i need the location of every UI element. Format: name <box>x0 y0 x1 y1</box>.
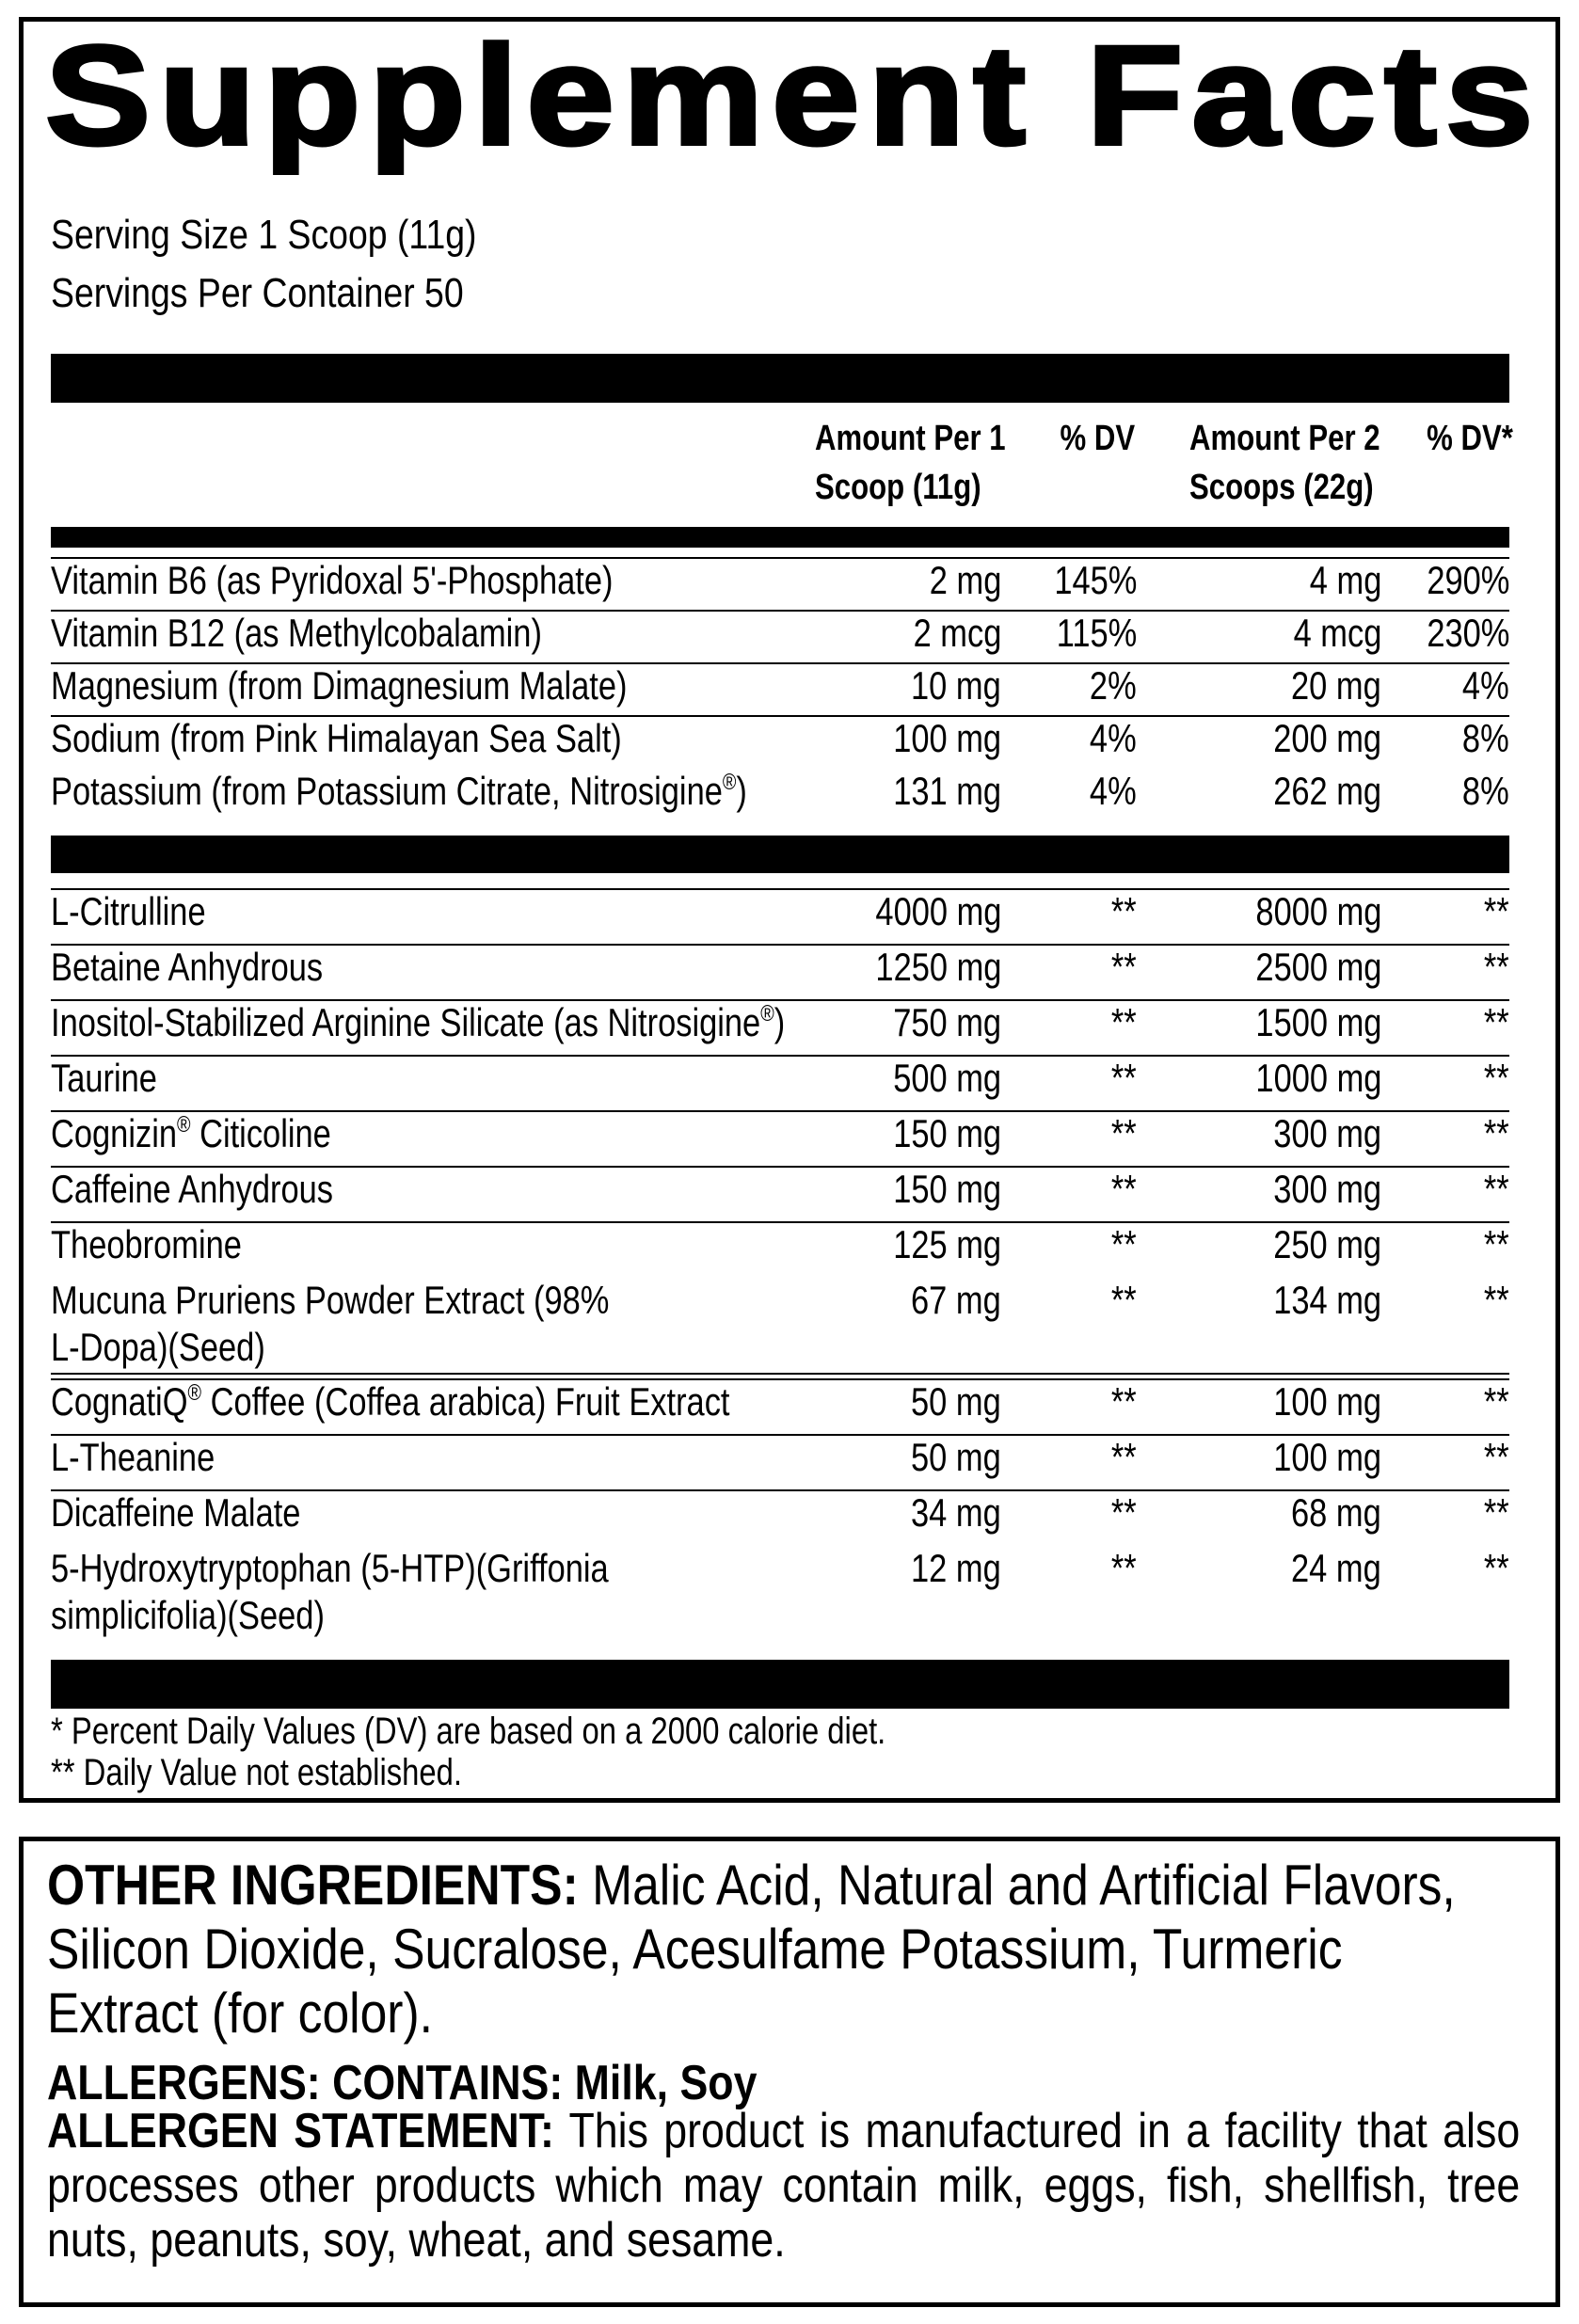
ingredient-name: Taurine <box>51 1056 157 1100</box>
nutrient-name <box>51 768 747 815</box>
nutrient-name: Vitamin B6 (as Pyridoxal 5'-Phosphate) <box>51 558 614 602</box>
amount-1-scoop: 131 mg <box>893 769 1001 813</box>
amount-1-scoop: 125 mg <box>893 1222 1001 1266</box>
name-text: Inositol-Stabilized Arginine Silicate (as Nitrosigine <box>51 1000 761 1044</box>
table-row <box>51 1545 1509 1641</box>
amount-2-scoops: 300 mg <box>1273 1167 1381 1211</box>
amount-2-scoops: 1500 mg <box>1254 1000 1381 1044</box>
ingredient-name: L-Theanine <box>51 1435 215 1479</box>
registered-mark: ® <box>722 770 737 795</box>
table-row <box>51 1489 1509 1535</box>
dv-1-scoop: ** <box>1111 889 1137 933</box>
amount-1-scoop: 50 mg <box>911 1379 1001 1424</box>
ingredient-name <box>51 1378 729 1425</box>
name-text-end: ) <box>774 1000 786 1044</box>
dv-1-scoop: 4% <box>1090 769 1137 813</box>
dv-1-scoop: ** <box>1111 1056 1137 1100</box>
amount-1-scoop: 150 mg <box>893 1167 1001 1211</box>
column-header-amount-2-line1: Amount Per 2 <box>1189 419 1380 458</box>
allergen-statement <box>47 2104 1520 2268</box>
allergen-statement-text: This product is manufactured in a facility that also processes other products which may contain milk, eggs, fish, shellfish, tree nuts, peanuts, soy, wheat, and sesame. <box>47 2104 1521 2268</box>
amount-2-scoops: 1000 mg <box>1254 1056 1381 1100</box>
table-row <box>51 662 1509 708</box>
amount-2-scoops: 68 mg <box>1291 1490 1381 1535</box>
amount-2-scoops: 300 mg <box>1273 1111 1381 1155</box>
dv-1-scoop: ** <box>1111 945 1137 989</box>
panel-title: Supplement Facts <box>45 16 1542 174</box>
dv-1-scoop: 115% <box>1056 611 1137 655</box>
table-row <box>51 944 1509 989</box>
ingredient-name: Caffeine Anhydrous <box>51 1167 333 1211</box>
ingredient-name: Mucuna Pruriens Powder Extract (98% L-Dopa)(Seed) <box>51 1278 610 1369</box>
name-text-end: Coffee (Coffea arabica) Fruit Extract <box>201 1379 730 1424</box>
ingredient-name: L-Citrulline <box>51 889 206 933</box>
dv-2-scoops: ** <box>1484 1056 1509 1100</box>
amount-2-scoops: 2500 mg <box>1254 945 1381 989</box>
footnote-dv: * Percent Daily Values (DV) are based on a 2000 calorie diet. <box>51 1711 886 1752</box>
table-row <box>51 1166 1509 1211</box>
dv-1-scoop: 4% <box>1090 716 1137 760</box>
column-header-amount-1-line1: Amount Per 1 <box>815 419 1006 458</box>
dv-2-scoops: ** <box>1484 1222 1509 1266</box>
name-text: Cognizin <box>51 1111 178 1155</box>
amount-1-scoop: 150 mg <box>893 1111 1001 1155</box>
name-text-end: ) <box>736 769 747 813</box>
dv-1-scoop: ** <box>1111 1222 1137 1266</box>
amount-1-scoop: 12 mg <box>911 1546 1001 1590</box>
table-row <box>51 610 1509 655</box>
column-header-dv-2: % DV* <box>1427 419 1513 458</box>
amount-2-scoops: 262 mg <box>1273 769 1381 813</box>
thick-divider-middle <box>51 836 1509 873</box>
ingredient-name <box>51 1110 331 1157</box>
column-header-dv-1: % DV <box>1060 419 1135 458</box>
name-text: CognatiQ <box>51 1379 188 1424</box>
nutrient-name: Magnesium (from Dimagnesium Malate) <box>51 663 628 708</box>
column-header-amount-1 <box>815 414 1006 512</box>
nutrient-name: Sodium (from Pink Himalayan Sea Salt) <box>51 716 622 760</box>
dv-1-scoop: ** <box>1111 1379 1137 1424</box>
serving-size: Serving Size 1 Scoop (11g) <box>51 212 477 258</box>
amount-1-scoop: 2 mcg <box>913 611 1001 655</box>
amount-2-scoops: 4 mcg <box>1293 611 1381 655</box>
column-header-amount-2 <box>1189 414 1380 512</box>
registered-mark: ® <box>760 1001 774 1027</box>
amount-2-scoops: 100 mg <box>1273 1435 1381 1479</box>
dv-1-scoop: ** <box>1111 1490 1137 1535</box>
column-header-amount-1-line2: Scoop (11g) <box>815 468 981 507</box>
amount-2-scoops: 100 mg <box>1273 1379 1381 1424</box>
ingredient-name <box>51 999 785 1046</box>
ingredient-name: Dicaffeine Malate <box>51 1490 301 1535</box>
dv-2-scoops: 230% <box>1426 611 1509 655</box>
allergens-line: ALLERGENS: CONTAINS: Milk, Soy <box>47 2056 758 2110</box>
amount-1-scoop: 50 mg <box>911 1435 1001 1479</box>
other-ingredients <box>47 1854 1504 2045</box>
dv-1-scoop: ** <box>1111 1000 1137 1044</box>
dv-1-scoop: 145% <box>1053 558 1137 602</box>
other-ingredients-text: Malic Acid, Natural and Artificial Flavors, Silicon Dioxide, Sucralose, Acesulfame Potassium, Turmeric Extract (for color). <box>47 1854 1456 2045</box>
amount-2-scoops: 250 mg <box>1273 1222 1381 1266</box>
dv-2-scoops: ** <box>1484 1000 1509 1044</box>
amount-1-scoop: 1250 mg <box>874 945 1001 989</box>
dv-1-scoop: 2% <box>1090 663 1137 708</box>
dv-2-scoops: ** <box>1484 1167 1509 1211</box>
ingredient-name: 5-Hydroxytryptophan (5-HTP)(Griffonia simplicifolia)(Seed) <box>51 1546 609 1637</box>
table-row <box>51 888 1509 933</box>
registered-mark: ® <box>177 1112 191 1138</box>
dv-2-scoops: ** <box>1484 1435 1509 1479</box>
amount-1-scoop: 500 mg <box>893 1056 1001 1100</box>
table-row <box>51 1378 1509 1424</box>
table-row <box>51 1434 1509 1479</box>
dv-1-scoop: ** <box>1111 1111 1137 1155</box>
dv-2-scoops: ** <box>1484 945 1509 989</box>
dv-2-scoops: ** <box>1484 1546 1509 1590</box>
ingredient-name: Betaine Anhydrous <box>51 945 324 989</box>
table-row <box>51 1221 1509 1266</box>
thick-divider-bottom <box>51 1660 1509 1709</box>
dv-2-scoops: ** <box>1484 1111 1509 1155</box>
dv-1-scoop: ** <box>1111 1278 1137 1322</box>
dv-2-scoops: ** <box>1484 1490 1509 1535</box>
servings-per-container: Servings Per Container 50 <box>51 270 464 316</box>
amount-2-scoops: 4 mg <box>1309 558 1381 602</box>
nutrient-name: Vitamin B12 (as Methylcobalamin) <box>51 611 542 655</box>
dv-2-scoops: ** <box>1484 889 1509 933</box>
dv-1-scoop: ** <box>1111 1167 1137 1211</box>
table-row <box>51 1055 1509 1100</box>
amount-1-scoop: 10 mg <box>911 663 1001 708</box>
amount-1-scoop: 100 mg <box>893 716 1001 760</box>
table-row <box>51 1110 1509 1155</box>
table-row <box>51 557 1509 602</box>
allergen-statement-label: ALLERGEN STATEMENT: <box>47 2104 554 2158</box>
dv-2-scoops: ** <box>1484 1278 1509 1322</box>
amount-2-scoops: 8000 mg <box>1254 889 1381 933</box>
amount-1-scoop: 750 mg <box>893 1000 1001 1044</box>
thick-divider-top <box>51 354 1509 403</box>
amount-2-scoops: 20 mg <box>1291 663 1381 708</box>
footnote-not-established: ** Daily Value not established. <box>51 1752 462 1793</box>
amount-2-scoops: 134 mg <box>1273 1278 1381 1322</box>
name-text: Potassium (from Potassium Citrate, Nitrosigine <box>51 769 723 813</box>
medium-divider <box>51 527 1509 548</box>
table-row <box>51 999 1509 1044</box>
amount-2-scoops: 24 mg <box>1291 1546 1381 1590</box>
amount-2-scoops: 200 mg <box>1273 716 1381 760</box>
dv-2-scoops: ** <box>1484 1379 1509 1424</box>
table-row <box>51 1277 1509 1375</box>
dv-2-scoops: 290% <box>1426 558 1509 602</box>
other-ingredients-label: OTHER INGREDIENTS: <box>47 1854 579 1917</box>
amount-1-scoop: 67 mg <box>911 1278 1001 1322</box>
dv-1-scoop: ** <box>1111 1546 1137 1590</box>
amount-1-scoop: 4000 mg <box>874 889 1001 933</box>
column-header-amount-2-line2: Scoops (22g) <box>1189 468 1374 507</box>
amount-1-scoop: 34 mg <box>911 1490 1001 1535</box>
ingredient-name: Theobromine <box>51 1222 242 1266</box>
dv-2-scoops: 8% <box>1462 716 1509 760</box>
dv-2-scoops: 4% <box>1462 663 1509 708</box>
registered-mark: ® <box>187 1380 202 1406</box>
amount-1-scoop: 2 mg <box>929 558 1001 602</box>
dv-1-scoop: ** <box>1111 1435 1137 1479</box>
name-text-end: Citicoline <box>190 1111 331 1155</box>
dv-2-scoops: 8% <box>1462 769 1509 813</box>
table-row <box>51 715 1509 760</box>
